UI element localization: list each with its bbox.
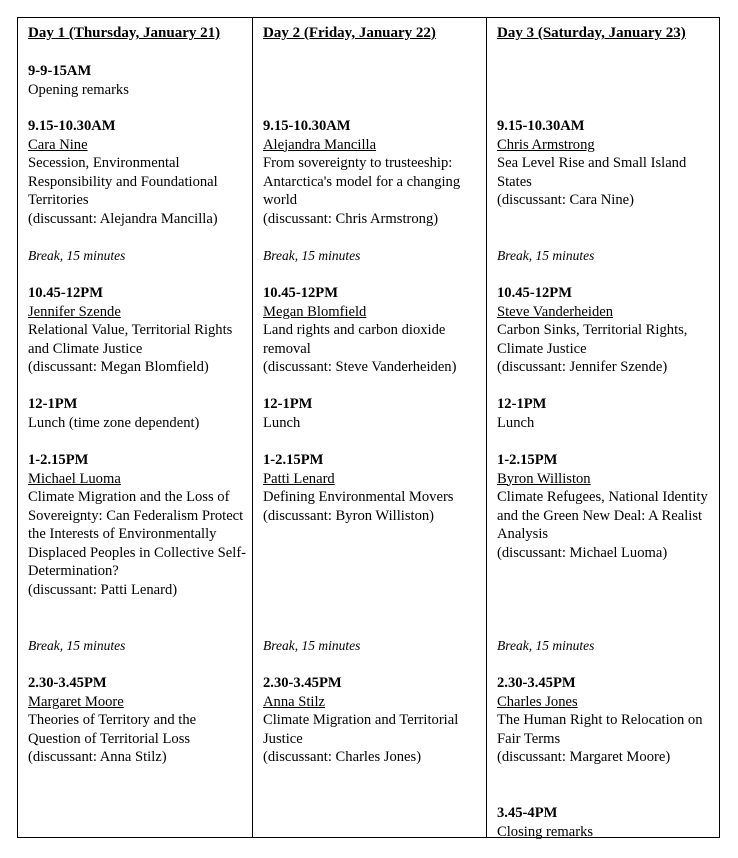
session-speaker: Byron Williston xyxy=(497,470,591,487)
schedule-table xyxy=(17,17,720,838)
day-2-session-4 xyxy=(263,674,482,767)
session-time: 9.15-10.30AM xyxy=(497,118,585,134)
lunch-label: Lunch xyxy=(497,414,535,431)
session-title: Defining Environmental Movers xyxy=(263,489,454,505)
session-title: The Human Right to Relocation on Fair Terms xyxy=(497,712,703,747)
day-1-session-1 xyxy=(28,117,248,228)
day-2-session-3 xyxy=(263,451,482,525)
session-discussant: (discussant: Alejandra Mancilla) xyxy=(28,210,218,227)
session-discussant: (discussant: Charles Jones) xyxy=(263,749,422,765)
session-discussant: (discussant: Anna Stilz) xyxy=(28,749,167,765)
session-time: 1-2.15PM xyxy=(497,452,558,468)
session-speaker: Anna Stilz xyxy=(263,693,326,710)
session-discussant: (discussant: Margaret Moore) xyxy=(497,749,671,765)
lunch-label: Lunch (time zone dependent) xyxy=(28,414,200,431)
session-discussant: (discussant: Patti Lenard) xyxy=(28,581,178,598)
session-time: 2.30-3.45PM xyxy=(263,675,342,691)
session-discussant: (discussant: Megan Blomfield) xyxy=(28,359,209,375)
session-time: 2.30-3.45PM xyxy=(28,675,107,691)
closing-time: 3.45-4PM xyxy=(497,805,558,821)
session-title: Climate Migration and the Loss of Sovereignty: Can Federalism Protect the Interests of Environmentally Displaced Peoples in Collective Self-Determination? xyxy=(28,489,247,579)
session-discussant: (discussant: Michael Luoma) xyxy=(497,544,668,561)
opening-label: Opening remarks xyxy=(28,81,129,98)
day-2-break-2: Break, 15 minutes xyxy=(263,638,361,653)
day-1-header: Day 1 (Thursday, January 21) xyxy=(28,25,221,41)
day-2-session-1 xyxy=(263,117,482,228)
session-title: From sovereignty to trusteeship: Antarctica's model for a changing world xyxy=(263,155,461,208)
session-speaker: Patti Lenard xyxy=(263,470,335,487)
opening-session xyxy=(28,62,248,99)
day-3-column xyxy=(487,18,721,840)
day-3-break-2: Break, 15 minutes xyxy=(497,638,595,653)
session-speaker: Charles Jones xyxy=(497,693,578,710)
session-discussant: (discussant: Jennifer Szende) xyxy=(497,359,668,375)
session-title: Carbon Sinks, Territorial Rights, Climate Justice xyxy=(497,322,688,357)
session-discussant: (discussant: Byron Williston) xyxy=(263,507,435,524)
session-title: Land rights and carbon dioxide removal xyxy=(263,322,446,357)
session-time: 9.15-10.30AM xyxy=(28,118,116,134)
day-2-break-1: Break, 15 minutes xyxy=(263,248,361,263)
session-speaker: Cara Nine xyxy=(28,136,88,153)
session-speaker: Megan Blomfield xyxy=(263,303,367,320)
session-title: Climate Migration and Territorial Justice xyxy=(263,712,459,747)
day-1-session-3 xyxy=(28,451,248,599)
day-3-session-3 xyxy=(497,451,717,562)
day-2-column xyxy=(253,18,487,837)
session-speaker: Steve Vanderheiden xyxy=(497,303,614,320)
lunch-time: 12-1PM xyxy=(28,396,78,412)
day-1-lunch xyxy=(28,395,248,432)
session-discussant: (discussant: Cara Nine) xyxy=(497,192,634,208)
day-1-session-4 xyxy=(28,674,248,767)
lunch-time: 12-1PM xyxy=(263,396,313,412)
day-2-header: Day 2 (Friday, January 22) xyxy=(263,25,436,41)
day-3-break-1: Break, 15 minutes xyxy=(497,248,595,263)
session-discussant: (discussant: Chris Armstrong) xyxy=(263,210,439,227)
session-discussant: (discussant: Steve Vanderheiden) xyxy=(263,359,457,375)
day-1-break-1: Break, 15 minutes xyxy=(28,248,126,263)
session-speaker: Jennifer Szende xyxy=(28,303,121,320)
opening-time: 9-9-15AM xyxy=(28,63,92,79)
session-time: 10.45-12PM xyxy=(497,285,572,301)
session-time: 10.45-12PM xyxy=(28,285,103,301)
day-3-session-1 xyxy=(497,117,717,210)
session-title: Climate Refugees, National Identity and the Green New Deal: A Realist Analysis xyxy=(497,489,708,542)
closing-session xyxy=(497,804,717,841)
session-time: 1-2.15PM xyxy=(263,452,324,468)
session-title: Sea Level Rise and Small Island States xyxy=(497,155,687,190)
day-1-break-2: Break, 15 minutes xyxy=(28,638,126,653)
day-3-header: Day 3 (Saturday, January 23) xyxy=(497,25,686,41)
session-time: 1-2.15PM xyxy=(28,452,89,468)
lunch-time: 12-1PM xyxy=(497,396,547,412)
session-title: Relational Value, Territorial Rights and Climate Justice xyxy=(28,322,233,357)
lunch-label: Lunch xyxy=(263,414,301,431)
day-3-session-4 xyxy=(497,674,717,767)
day-3-lunch xyxy=(497,395,717,432)
session-speaker: Margaret Moore xyxy=(28,693,124,710)
session-time: 10.45-12PM xyxy=(263,285,338,301)
session-speaker: Alejandra Mancilla xyxy=(263,136,377,153)
day-2-session-2 xyxy=(263,284,482,377)
day-1-session-2 xyxy=(28,284,248,377)
day-2-lunch xyxy=(263,395,482,432)
session-title: Secession, Environmental Responsibility and Foundational Territories xyxy=(28,155,218,208)
session-time: 9.15-10.30AM xyxy=(263,118,351,134)
day-3-session-2 xyxy=(497,284,717,377)
closing-label: Closing remarks xyxy=(497,823,594,840)
session-speaker: Chris Armstrong xyxy=(497,136,595,153)
session-title: Theories of Territory and the Question of Territorial Loss xyxy=(28,712,197,747)
day-1-column xyxy=(18,18,253,837)
session-time: 2.30-3.45PM xyxy=(497,675,576,691)
session-speaker: Michael Luoma xyxy=(28,470,121,487)
